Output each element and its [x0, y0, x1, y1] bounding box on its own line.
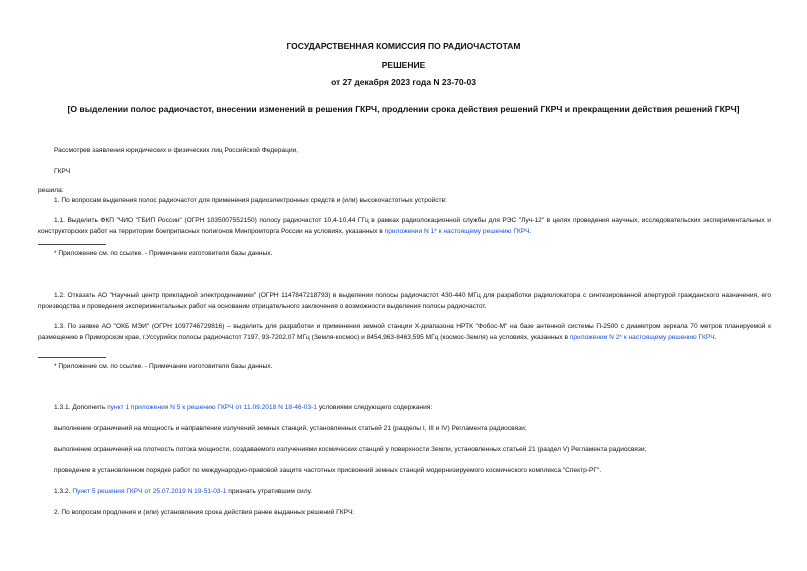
footnote-divider: [38, 357, 106, 358]
paragraph-1-3-text: 1.3. По заявке АО "ОКБ МЭИ" (ОГРН 1097746729816) – выделить для разработки и применения земной станции X-диапазона НРТК "Фобос-М" на базе антенной системы П-2500 с диаметром зеркала 70 метров планируемой к размещению в Приморском крае, г.Уссурийск полосы радиочастот 7197, 93-7202,07 МГц (Земля-космос) и 8454,963-8463,595 МГц (космос-Земля) на условиях, указанных в: [38, 323, 771, 341]
paragraph-1-3-1-prefix: 1.3.1. Дополнить: [54, 404, 106, 411]
gkrch-label: ГКРЧ: [54, 168, 71, 175]
date-number-heading: от 27 декабря 2023 года N 23-70-03: [331, 77, 476, 87]
paragraph-1-3-2-suffix: признать утратившим силу.: [228, 488, 313, 495]
organization-heading: ГОСУДАРСТВЕННАЯ КОМИССИЯ ПО РАДИОЧАСТОТАМ: [286, 41, 521, 51]
decision-2018-link[interactable]: пункт 1 приложения N 5 к решению ГКРЧ от 11.09.2018 N 18-46-03-1: [107, 404, 317, 411]
doc-type-heading: РЕШЕНИЕ: [381, 60, 426, 70]
appendix-1-link[interactable]: приложении N 1* к настоящему решению ГКРЧ: [384, 227, 530, 235]
paragraph-1-3-1: [54, 403, 432, 414]
decision-2019-link[interactable]: Пункт 5 решения ГКРЧ от 25.07.2019 N 19-51-03-1: [72, 488, 227, 495]
condition-3: проведение в установленном порядке работ по международно-правовой защите частотных присвоений земных станций модернизируемого космического комплекса "Спектр-РГ".: [54, 467, 602, 474]
resolved-label: решила:: [38, 187, 64, 194]
appendix-2-link[interactable]: приложении N 2* к настоящему решению ГКРЧ: [569, 333, 715, 341]
footnote-2: * Приложение см. по ссылке. - Примечание изготовителя базы данных.: [54, 363, 273, 370]
paragraph-1-2: 1.2. Отказать АО "Научный центр прикладной электродинамики" (ОГРН 1147847218793) в выделении полосы радиочастот 430-440 МГц для разработки радиолокатора с синтезированной апертурой гражданского назначения, его производства и проведения экспериментальных работ на основании отрицательного заключения о возможности выделения полосы радиочастот.: [38, 292, 771, 310]
paragraph-1-3-1-suffix: условиями следующего содержания:: [318, 404, 433, 411]
paragraph-1-3-2: [54, 487, 312, 498]
paragraph-1: 1. По вопросам выделения полос радиочастот для применения радиоэлектронных средств и (или) высокочастотных устройств:: [54, 197, 447, 204]
document-title: [О выделении полос радиочастот, внесении изменений в решения ГКРЧ, продлении срока действия решений ГКРЧ и прекращении действия решений ГКРЧ]: [67, 104, 740, 114]
intro-paragraph: Рассмотрев заявления юридических и физических лиц Российской Федерации,: [54, 147, 299, 154]
paragraph-1-1: 1.1. Выделить ФКП "ЧИО "ГБИП России" (ОГРН 1035007552150) полосу радиочастот 10,4-10,44 ГГц в рамках радиолокационной службы для РЭС "Луч-12" в целях проведения научных, исследовательских экспериментальных и конструкторских работ на территории боеприпасных полигонов Минпромторга России на условиях, указанных в приложении N 1* к настоящему решению ГКРЧ.: [38, 217, 771, 235]
condition-1: выполнение ограничений на мощность и направление излучений земных станций, установленных статьей 21 (разделы I, III и IV) Регламента радиосвязи;: [54, 425, 527, 432]
paragraph-1-3: 1.3. По заявке АО "ОКБ МЭИ" (ОГРН 1097746729816) – выделить для разработки и применения земной станции X-диапазона НРТК "Фобос-М" на базе антенной системы П-2500 с диаметром зеркала 70 метров планируемой к размещению в Приморском крае, г.Уссурийск полосы радиочастот 7197, 93-7202,07 МГц (Земля-космос) и 8454,963-8463,595 МГц (космос-Земля) на условиях, указанных в приложении N 2* к настоящему решению ГКРЧ.: [38, 323, 771, 341]
footnote-divider: [38, 244, 106, 245]
footnote-1: * Приложение см. по ссылке. - Примечание изготовителя базы данных.: [54, 250, 273, 257]
paragraph-1-1-text: 1.1. Выделить ФКП "ЧИО "ГБИП России" (ОГРН 1035007552150) полосу радиочастот 10,4-10,44 ГГц в рамках радиолокационной службы для РЭС "Луч-12" в целях проведения научных, исследовательских экспериментальных и конструкторских работ на территории боеприпасных полигонов Минпромторга России на условиях, указанных в: [38, 217, 771, 235]
paragraph-1-3-2-prefix: 1.3.2.: [54, 488, 71, 495]
paragraph-2: 2. По вопросам продления и (или) установления срока действия ранее выданных решений ГКРЧ:: [54, 509, 355, 516]
condition-2: выполнение ограничений на плотность потока мощности, создаваемого излучениями космических станций у поверхности Земли, установленных статьей 21 (раздел V) Регламента радиосвязи;: [54, 446, 647, 453]
